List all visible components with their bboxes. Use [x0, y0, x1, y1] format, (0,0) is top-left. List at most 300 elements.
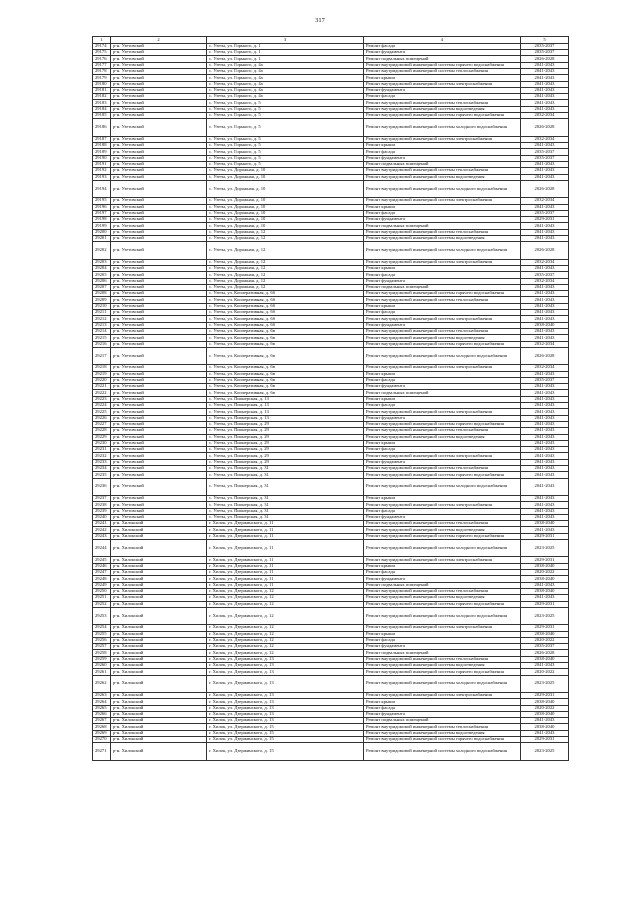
period-cell: 2038-2040: [521, 521, 569, 527]
period-cell: 2041-2043: [521, 328, 569, 334]
period-cell: 2041-2043: [521, 68, 569, 74]
district-cell: р-н. Узетовский: [111, 265, 207, 271]
address-cell: с. Узеты, ул. Кооперативная, д. 6б: [207, 297, 364, 303]
district-cell: р-н. Хилокский: [111, 656, 207, 662]
work-type-cell: Ремонт внутридомовой инженерной системы холодного водоснабжения: [364, 743, 521, 760]
work-type-cell: Ремонт внутридомовой инженерной системы электроснабжения: [364, 409, 521, 415]
district-cell: р-н. Хилокский: [111, 595, 207, 601]
table-row: [93, 743, 569, 760]
row-number-cell: 29256: [93, 637, 111, 643]
row-number-cell: 29232: [93, 453, 111, 459]
address-cell: с. Узеты, ул. Дорожная, д. 10: [207, 174, 364, 180]
work-type-cell: Ремонт подвальных помещений: [364, 718, 521, 724]
work-type-cell: Ремонт внутридомовой инженерной системы горячего водоснабжения: [364, 472, 521, 478]
row-number-cell: 29197: [93, 210, 111, 216]
table-row: [93, 119, 569, 136]
row-number-cell: 29236: [93, 478, 111, 495]
row-number-cell: 29260: [93, 662, 111, 668]
work-type-cell: Ремонт фасада: [364, 310, 521, 316]
district-cell: р-н. Узетовский: [111, 409, 207, 415]
row-number-cell: 29261: [93, 669, 111, 675]
work-type-cell: Ремонт внутридомовой инженерной системы горячего водоснабжения: [364, 341, 521, 347]
work-type-cell: Ремонт внутридомовой инженерной системы теплоснабжения: [364, 465, 521, 471]
work-type-cell: Ремонт внутридомовой инженерной системы горячего водоснабжения: [364, 62, 521, 68]
row-number-cell: 29201: [93, 236, 111, 242]
row-number-cell: 29190: [93, 155, 111, 161]
district-cell: р-н. Узетовский: [111, 143, 207, 149]
address-cell: г. Хилок, ул. Дзержинского, д. 12: [207, 650, 364, 656]
period-cell: 2041-2043: [521, 508, 569, 514]
address-cell: с. Узеты, ул. Дорожная, д. 12: [207, 272, 364, 278]
work-type-cell: Ремонт внутридомовой инженерной системы электроснабжения: [364, 198, 521, 204]
work-type-cell: Ремонт внутридомовой инженерной системы горячего водоснабжения: [364, 601, 521, 607]
period-cell: 2026-2028: [521, 56, 569, 62]
district-cell: р-н. Хилокский: [111, 557, 207, 563]
header-cell: 5: [521, 37, 569, 44]
period-cell: 2041-2043: [521, 223, 569, 229]
address-cell: г. Хилок, ул. Дзержинского, д. 12: [207, 644, 364, 650]
header-cell: 2: [111, 37, 207, 44]
district-cell: р-н. Узетовский: [111, 371, 207, 377]
address-cell: с. Узеты, ул. Кооперативная, д. 6б: [207, 316, 364, 322]
address-cell: г. Хилок, ул. Дзержинского, д. 11: [207, 540, 364, 557]
row-number-cell: 29214: [93, 328, 111, 334]
address-cell: г. Хилок, ул. Дзержинского, д. 15: [207, 724, 364, 730]
period-cell: 2041-2043: [521, 87, 569, 93]
district-cell: р-н. Узетовский: [111, 428, 207, 434]
work-type-cell: Ремонт подвальных помещений: [364, 390, 521, 396]
work-type-cell: Ремонт внутридомовой инженерной системы горячего водоснабжения: [364, 113, 521, 119]
district-cell: р-н. Хилокский: [111, 625, 207, 631]
address-cell: г. Хилок, ул. Дзержинского, д. 12: [207, 625, 364, 631]
district-cell: р-н. Узетовский: [111, 341, 207, 347]
period-cell: 2041-2043: [521, 453, 569, 459]
row-number-cell: 29253: [93, 607, 111, 624]
district-cell: р-н. Узетовский: [111, 303, 207, 309]
work-type-cell: Ремонт подвальных помещений: [364, 56, 521, 62]
period-cell: 2026-2028: [521, 347, 569, 364]
address-cell: с. Узеты, ул. Пионерская, д. 31: [207, 502, 364, 508]
district-cell: р-н. Узетовский: [111, 478, 207, 495]
work-type-cell: Ремонт подвальных помещений: [364, 284, 521, 290]
period-cell: 2041-2043: [521, 335, 569, 341]
work-type-cell: Ремонт внутридомовой инженерной системы водоотведения: [364, 730, 521, 736]
period-cell: 2041-2043: [521, 415, 569, 421]
address-cell: с. Узеты, ул. Пионерская, д. 29: [207, 453, 364, 459]
work-type-cell: Ремонт фундамента: [364, 50, 521, 56]
period-cell: 2029-2031: [521, 217, 569, 223]
period-cell: 2032-2034: [521, 113, 569, 119]
address-cell: с. Узеты, ул. Горького, д. 5: [207, 143, 364, 149]
table-body: [93, 37, 569, 761]
period-cell: 2041-2043: [521, 236, 569, 242]
row-number-cell: 29202: [93, 242, 111, 259]
header-cell: 4: [364, 37, 521, 44]
row-number-cell: 29192: [93, 168, 111, 174]
district-cell: р-н. Узетовский: [111, 43, 207, 49]
work-type-cell: Ремонт подвальных помещений: [364, 650, 521, 656]
district-cell: р-н. Хилокский: [111, 711, 207, 717]
period-cell: 2041-2043: [521, 229, 569, 235]
district-cell: р-н. Хилокский: [111, 601, 207, 607]
row-number-cell: 29185: [93, 113, 111, 119]
work-type-cell: Ремонт внутридомовой инженерной системы водоотведения: [364, 335, 521, 341]
work-type-cell: Ремонт крыши: [364, 699, 521, 705]
district-cell: р-н. Узетовский: [111, 106, 207, 112]
period-cell: 2020-2022: [521, 705, 569, 711]
district-cell: р-н. Хилокский: [111, 570, 207, 576]
period-cell: 2038-2040: [521, 563, 569, 569]
work-type-cell: Ремонт внутридомовой инженерной системы электроснабжения: [364, 136, 521, 142]
district-cell: р-н. Хилокский: [111, 563, 207, 569]
address-cell: г. Хилок, ул. Дзержинского, д. 13: [207, 662, 364, 668]
address-cell: с. Узеты, ул. Дорожная, д. 10: [207, 204, 364, 210]
address-cell: с. Узеты, ул. Горького, д. 1: [207, 50, 364, 56]
address-cell: с. Узеты, ул. Горького, д. 5: [207, 100, 364, 106]
address-cell: с. Узеты, ул. Горького, д. 4а: [207, 62, 364, 68]
work-type-cell: Ремонт внутридомовой инженерной системы электроснабжения: [364, 365, 521, 371]
period-cell: 2023-2025: [521, 675, 569, 692]
period-cell: 2032-2034: [521, 136, 569, 142]
address-cell: г. Хилок, ул. Дзержинского, д. 13: [207, 656, 364, 662]
period-cell: 2038-2040: [521, 656, 569, 662]
address-cell: с. Узеты, ул. Кооперативная, д. 6б: [207, 303, 364, 309]
work-type-cell: Ремонт внутридомовой инженерной системы теплоснабжения: [364, 100, 521, 106]
work-type-cell: Ремонт фундамента: [364, 217, 521, 223]
period-cell: 2038-2040: [521, 724, 569, 730]
work-type-cell: Ремонт внутридомовой инженерной системы электроснабжения: [364, 502, 521, 508]
district-cell: р-н. Хилокский: [111, 718, 207, 724]
work-type-cell: Ремонт фундамента: [364, 384, 521, 390]
work-type-cell: Ремонт внутридомовой инженерной системы холодного водоснабжения: [364, 607, 521, 624]
district-cell: р-н. Узетовский: [111, 278, 207, 284]
address-cell: с. Узеты, ул. Горького, д. 4а: [207, 75, 364, 81]
address-cell: с. Узеты, ул. Кооперативная, д. 6в: [207, 335, 364, 341]
work-type-cell: Ремонт фасада: [364, 377, 521, 383]
work-type-cell: Ремонт внутридомовой инженерной системы горячего водоснабжения: [364, 669, 521, 675]
address-cell: с. Узеты, ул. Кооперативная, д. 6б: [207, 310, 364, 316]
row-number-cell: 29221: [93, 384, 111, 390]
address-cell: с. Узеты, ул. Дорожная, д. 10: [207, 180, 364, 197]
page-number: 317: [315, 17, 325, 24]
row-number-cell: 29179: [93, 75, 111, 81]
work-type-cell: Ремонт крыши: [364, 204, 521, 210]
period-cell: 2029-2031: [521, 692, 569, 698]
row-number-cell: 29180: [93, 81, 111, 87]
period-cell: 2041-2043: [521, 143, 569, 149]
district-cell: р-н. Узетовский: [111, 113, 207, 119]
row-number-cell: 29248: [93, 576, 111, 582]
district-cell: р-н. Узетовский: [111, 94, 207, 100]
period-cell: 2023-2025: [521, 743, 569, 760]
district-cell: р-н. Хилокский: [111, 675, 207, 692]
header-cell: 1: [93, 37, 111, 44]
address-cell: с. Узеты, ул. Пионерская, д. 31: [207, 514, 364, 520]
row-number-cell: 29178: [93, 68, 111, 74]
period-cell: 2041-2043: [521, 62, 569, 68]
period-cell: 2041-2043: [521, 310, 569, 316]
district-cell: р-н. Узетовский: [111, 155, 207, 161]
address-cell: с. Узеты, ул. Кооперативная, д. 6в: [207, 390, 364, 396]
row-number-cell: 29241: [93, 521, 111, 527]
row-number-cell: 29207: [93, 284, 111, 290]
row-number-cell: 29252: [93, 601, 111, 607]
address-cell: г. Хилок, ул. Дзержинского, д. 12: [207, 631, 364, 637]
district-cell: р-н. Узетовский: [111, 223, 207, 229]
period-cell: 2020-2022: [521, 669, 569, 675]
period-cell: 2041-2043: [521, 730, 569, 736]
period-cell: 2035-2037: [521, 272, 569, 278]
work-type-cell: Ремонт фасада: [364, 210, 521, 216]
row-number-cell: 29237: [93, 495, 111, 501]
row-number-cell: 29270: [93, 737, 111, 743]
period-cell: 2038-2040: [521, 699, 569, 705]
row-number-cell: 29187: [93, 136, 111, 142]
district-cell: р-н. Узетовский: [111, 180, 207, 197]
period-cell: 2032-2034: [521, 198, 569, 204]
address-cell: с. Узеты, ул. Дорожная, д. 12: [207, 242, 364, 259]
row-number-cell: 29251: [93, 595, 111, 601]
period-cell: 2026-2028: [521, 650, 569, 656]
table-row: [93, 478, 569, 495]
header-cell: 3: [207, 37, 364, 44]
district-cell: р-н. Узетовский: [111, 390, 207, 396]
district-cell: р-н. Хилокский: [111, 637, 207, 643]
address-cell: с. Узеты, ул. Горького, д. 5: [207, 136, 364, 142]
address-cell: с. Узеты, ул. Горького, д. 5: [207, 106, 364, 112]
period-cell: 2020-2022: [521, 570, 569, 576]
district-cell: р-н. Узетовский: [111, 81, 207, 87]
period-cell: 2041-2043: [521, 174, 569, 180]
row-number-cell: 29250: [93, 588, 111, 594]
table-header-row: [93, 37, 569, 44]
work-type-cell: Ремонт внутридомовой инженерной системы холодного водоснабжения: [364, 347, 521, 364]
period-cell: 2032-2034: [521, 278, 569, 284]
row-number-cell: 29200: [93, 229, 111, 235]
district-cell: р-н. Узетовский: [111, 136, 207, 142]
district-cell: р-н. Узетовский: [111, 284, 207, 290]
work-type-cell: Ремонт внутридомовой инженерной системы электроснабжения: [364, 692, 521, 698]
period-cell: 2032-2034: [521, 341, 569, 347]
address-cell: г. Хилок, ул. Дзержинского, д. 12: [207, 607, 364, 624]
district-cell: р-н. Узетовский: [111, 161, 207, 167]
period-cell: 2041-2043: [521, 465, 569, 471]
address-cell: г. Хилок, ул. Дзержинского, д. 11: [207, 582, 364, 588]
work-type-cell: Ремонт внутридомовой инженерной системы электроснабжения: [364, 453, 521, 459]
district-cell: р-н. Узетовский: [111, 365, 207, 371]
period-cell: 2041-2043: [521, 106, 569, 112]
row-number-cell: 29210: [93, 303, 111, 309]
work-type-cell: Ремонт крыши: [364, 303, 521, 309]
table-row: [93, 347, 569, 364]
work-type-cell: Ремонт внутридомовой инженерной системы теплоснабжения: [364, 68, 521, 74]
address-cell: с. Узеты, ул. Дорожная, д. 10: [207, 223, 364, 229]
work-type-cell: Ремонт фундамента: [364, 415, 521, 421]
district-cell: р-н. Узетовский: [111, 447, 207, 453]
district-cell: р-н. Хилокский: [111, 724, 207, 730]
work-type-cell: Ремонт фундамента: [364, 576, 521, 582]
row-number-cell: 29230: [93, 440, 111, 446]
address-cell: с. Узеты, ул. Кооперативная, д. 6б: [207, 322, 364, 328]
district-cell: р-н. Хилокский: [111, 737, 207, 743]
work-type-cell: Ремонт внутридомовой инженерной системы теплоснабжения: [364, 229, 521, 235]
period-cell: 2041-2043: [521, 595, 569, 601]
table-row: [93, 242, 569, 259]
work-type-cell: Ремонт внутридомовой инженерной системы теплоснабжения: [364, 521, 521, 527]
address-cell: г. Хилок, ул. Дзержинского, д. 11: [207, 570, 364, 576]
address-cell: с. Узеты, ул. Пионерская, д. 13: [207, 415, 364, 421]
district-cell: р-н. Узетовский: [111, 472, 207, 478]
address-cell: г. Хилок, ул. Дзержинского, д. 13: [207, 718, 364, 724]
work-type-cell: Ремонт внутридомовой инженерной системы водоотведения: [364, 174, 521, 180]
address-cell: г. Хилок, ул. Дзержинского, д. 11: [207, 557, 364, 563]
work-type-cell: Ремонт внутридомовой инженерной системы электроснабжения: [364, 81, 521, 87]
district-cell: р-н. Узетовский: [111, 100, 207, 106]
address-cell: с. Узеты, ул. Дорожная, д. 10: [207, 198, 364, 204]
work-type-cell: Ремонт крыши: [364, 396, 521, 402]
address-cell: с. Узеты, ул. Дорожная, д. 10: [207, 168, 364, 174]
district-cell: р-н. Узетовский: [111, 174, 207, 180]
period-cell: 2029-2031: [521, 737, 569, 743]
row-number-cell: 29233: [93, 459, 111, 465]
work-type-cell: Ремонт внутридомовой инженерной системы водоотведения: [364, 434, 521, 440]
period-cell: 2041-2043: [521, 662, 569, 668]
district-cell: р-н. Хилокский: [111, 576, 207, 582]
period-cell: 2041-2043: [521, 718, 569, 724]
row-number-cell: 29203: [93, 259, 111, 265]
address-cell: г. Хилок, ул. Дзержинского, д. 13: [207, 711, 364, 717]
row-number-cell: 29265: [93, 705, 111, 711]
district-cell: р-н. Хилокский: [111, 692, 207, 698]
work-type-cell: Ремонт внутридомовой инженерной системы холодного водоснабжения: [364, 540, 521, 557]
district-cell: р-н. Узетовский: [111, 297, 207, 303]
address-cell: с. Узеты, ул. Дорожная, д. 12: [207, 259, 364, 265]
period-cell: 2035-2037: [521, 149, 569, 155]
address-cell: с. Узеты, ул. Горького, д. 1: [207, 43, 364, 49]
period-cell: 2038-2040: [521, 711, 569, 717]
row-number-cell: 29222: [93, 390, 111, 396]
address-cell: г. Хилок, ул. Дзержинского, д. 11: [207, 576, 364, 582]
district-cell: р-н. Хилокский: [111, 527, 207, 533]
address-cell: г. Хилок, ул. Дзержинского, д. 11: [207, 521, 364, 527]
work-type-cell: Ремонт фундамента: [364, 644, 521, 650]
period-cell: 2041-2043: [521, 434, 569, 440]
table-row: [93, 675, 569, 692]
row-number-cell: 29267: [93, 718, 111, 724]
district-cell: р-н. Узетовский: [111, 68, 207, 74]
row-number-cell: 29186: [93, 119, 111, 136]
district-cell: р-н. Узетовский: [111, 316, 207, 322]
address-cell: с. Узеты, ул. Горького, д. 5: [207, 149, 364, 155]
row-number-cell: 29217: [93, 347, 111, 364]
district-cell: р-н. Узетовский: [111, 87, 207, 93]
row-number-cell: 29238: [93, 502, 111, 508]
address-cell: с. Узеты, ул. Кооперативная, д. 6в: [207, 384, 364, 390]
work-type-cell: Ремонт фундамента: [364, 514, 521, 520]
row-number-cell: 29269: [93, 730, 111, 736]
table-row: [93, 540, 569, 557]
address-cell: с. Узеты, ул. Пионерская, д. 29: [207, 421, 364, 427]
district-cell: р-н. Узетовский: [111, 259, 207, 265]
period-cell: 2041-2043: [521, 582, 569, 588]
period-cell: 2041-2043: [521, 204, 569, 210]
address-cell: г. Хилок, ул. Дзержинского, д. 12: [207, 601, 364, 607]
work-type-cell: Ремонт внутридомовой инженерной системы водоотведения: [364, 595, 521, 601]
district-cell: р-н. Хилокский: [111, 588, 207, 594]
row-number-cell: 29247: [93, 570, 111, 576]
row-number-cell: 29194: [93, 180, 111, 197]
period-cell: 2032-2034: [521, 259, 569, 265]
work-type-cell: Ремонт внутридомовой инженерной системы теплоснабжения: [364, 724, 521, 730]
row-number-cell: 29211: [93, 310, 111, 316]
work-type-cell: Ремонт фундамента: [364, 711, 521, 717]
row-number-cell: 29215: [93, 335, 111, 341]
row-number-cell: 29191: [93, 161, 111, 167]
address-cell: с. Узеты, ул. Горького, д. 4а: [207, 87, 364, 93]
row-number-cell: 29227: [93, 421, 111, 427]
district-cell: р-н. Узетовский: [111, 495, 207, 501]
address-cell: с. Узеты, ул. Дорожная, д. 12: [207, 278, 364, 284]
period-cell: 2041-2043: [521, 478, 569, 495]
work-type-cell: Ремонт внутридомовой инженерной системы водоотведения: [364, 662, 521, 668]
address-cell: с. Узеты, ул. Пионерская, д. 29: [207, 428, 364, 434]
row-number-cell: 29213: [93, 322, 111, 328]
period-cell: 2041-2043: [521, 428, 569, 434]
row-number-cell: 29246: [93, 563, 111, 569]
row-number-cell: 29176: [93, 56, 111, 62]
period-cell: 2038-2040: [521, 631, 569, 637]
district-cell: р-н. Узетовский: [111, 403, 207, 409]
row-number-cell: 29234: [93, 465, 111, 471]
district-cell: р-н. Узетовский: [111, 453, 207, 459]
work-type-cell: Ремонт фасада: [364, 637, 521, 643]
work-type-cell: Ремонт фундамента: [364, 278, 521, 284]
table-row: [93, 607, 569, 624]
period-cell: 2041-2043: [521, 440, 569, 446]
work-type-cell: Ремонт внутридомовой инженерной системы горячего водоснабжения: [364, 421, 521, 427]
work-type-cell: Ремонт крыши: [364, 143, 521, 149]
row-number-cell: 29266: [93, 711, 111, 717]
period-cell: 2041-2043: [521, 514, 569, 520]
work-type-cell: Ремонт подвальных помещений: [364, 161, 521, 167]
row-number-cell: 29249: [93, 582, 111, 588]
address-cell: с. Узеты, ул. Кооперативная, д. 6в: [207, 341, 364, 347]
work-type-cell: Ремонт фундамента: [364, 322, 521, 328]
district-cell: р-н. Узетовский: [111, 210, 207, 216]
work-type-cell: Ремонт внутридомовой инженерной системы холодного водоснабжения: [364, 675, 521, 692]
row-number-cell: 29218: [93, 365, 111, 371]
period-cell: 2038-2040: [521, 576, 569, 582]
address-cell: г. Хилок, ул. Дзержинского, д. 13: [207, 692, 364, 698]
district-cell: р-н. Хилокский: [111, 650, 207, 656]
row-number-cell: 29205: [93, 272, 111, 278]
period-cell: 2023-2025: [521, 540, 569, 557]
row-number-cell: 29175: [93, 50, 111, 56]
work-type-cell: Ремонт внутридомовой инженерной системы водоотведения: [364, 236, 521, 242]
row-number-cell: 29195: [93, 198, 111, 204]
district-cell: р-н. Узетовский: [111, 508, 207, 514]
address-cell: с. Узеты, ул. Горького, д. 5: [207, 113, 364, 119]
period-cell: 2035-2037: [521, 644, 569, 650]
period-cell: 2041-2043: [521, 265, 569, 271]
period-cell: 2041-2043: [521, 316, 569, 322]
district-cell: р-н. Узетовский: [111, 421, 207, 427]
district-cell: р-н. Узетовский: [111, 50, 207, 56]
row-number-cell: 29193: [93, 174, 111, 180]
row-number-cell: 29220: [93, 377, 111, 383]
period-cell: 2035-2037: [521, 210, 569, 216]
address-cell: с. Узеты, ул. Дорожная, д. 10: [207, 210, 364, 216]
